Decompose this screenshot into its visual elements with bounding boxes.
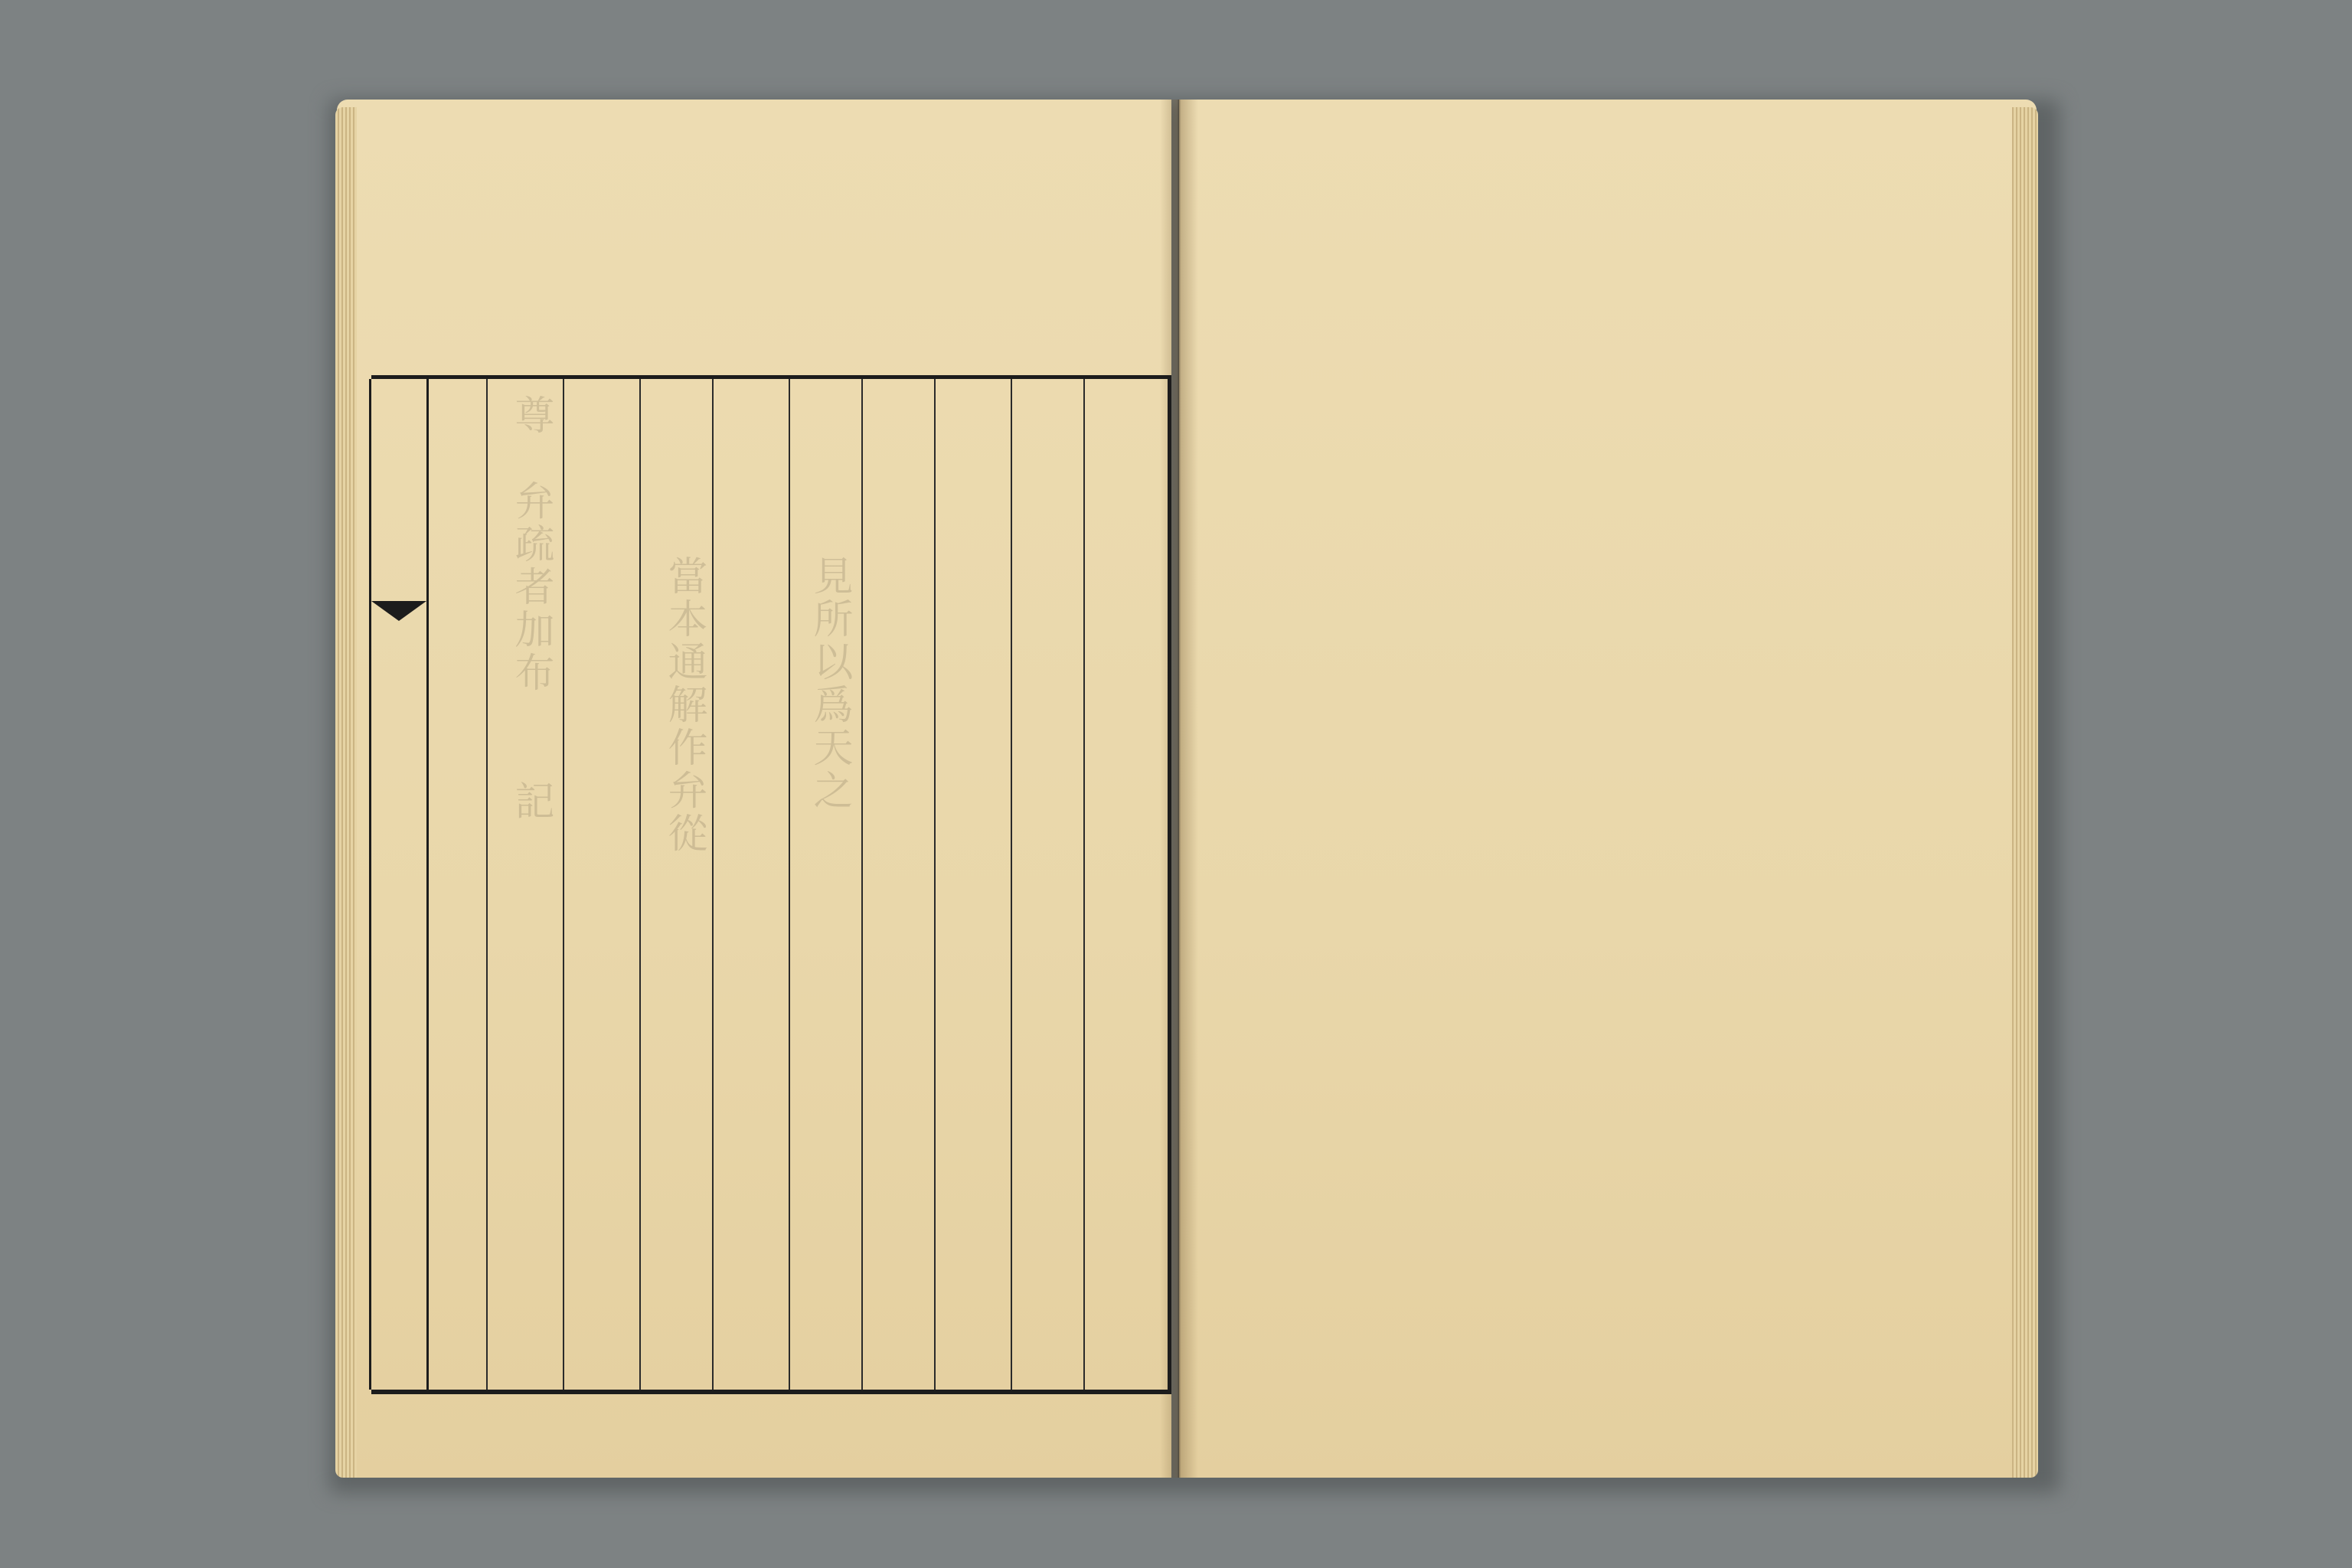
fish-tail-ornament	[371, 601, 426, 621]
bleed-through-text: 尊 弁疏者加布 記	[508, 394, 554, 823]
left-banxin	[369, 379, 429, 1390]
left-page-edges	[335, 107, 357, 1478]
bleed-through-text: 見所以爲天之	[806, 555, 852, 812]
bleed-through-text: 當本通解作弁從	[661, 555, 707, 855]
right-page-edges	[2012, 107, 2038, 1478]
left-text-frame	[371, 375, 1171, 1394]
right-page	[1179, 100, 2037, 1478]
